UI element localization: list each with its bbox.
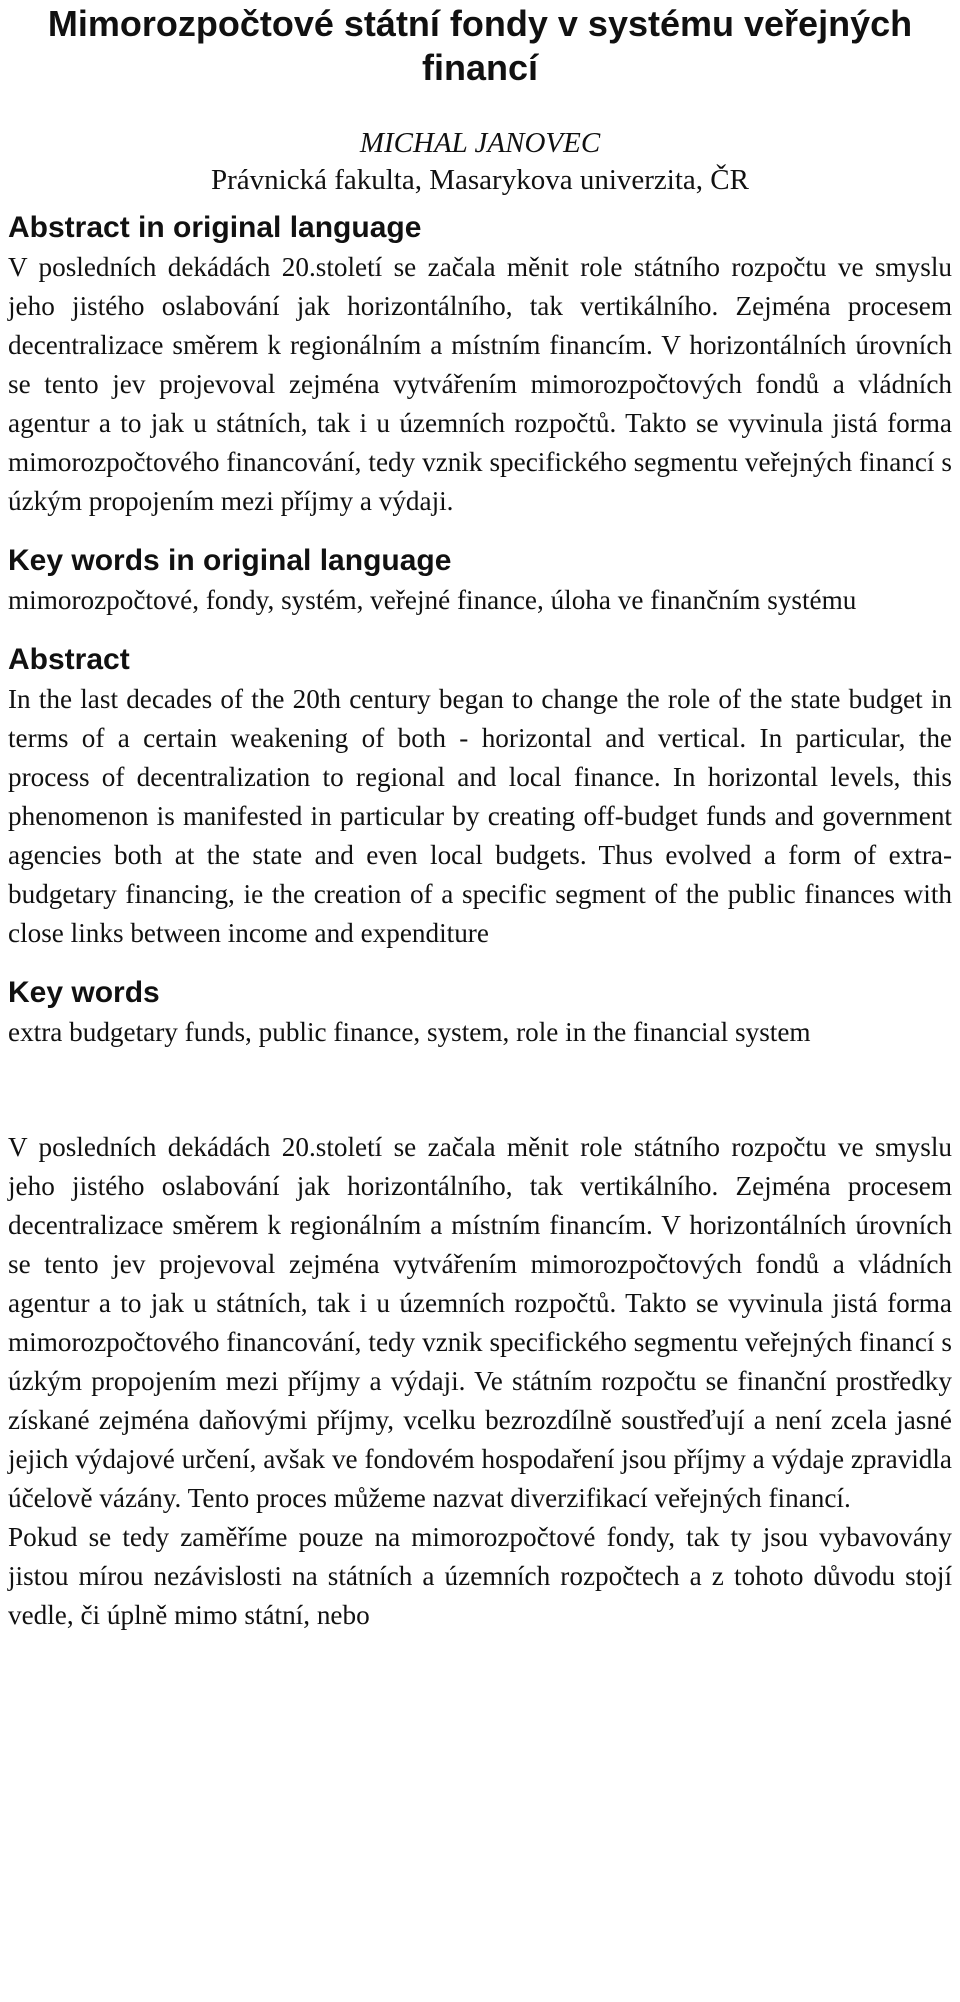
author-affiliation: Právnická fakulta, Masarykova univerzita, ČR [211, 164, 749, 196]
body-paragraph: Pokud se tedy zaměříme pouze na mimorozpočtové fondy, tak ty jsou vybavovány jistou mírou nezávislosti na státních a územních rozpočtech a z tohoto důvodu stojí vedle, či úplně mimo státní, nebo [8, 1522, 952, 1630]
keywords-english-text: extra budgetary funds, public finance, system, role in the financial system [8, 1017, 811, 1047]
paper-title: Mimorozpočtové státní fondy v systému veřejných financí [47, 3, 913, 88]
abstract-english-heading: Abstract [8, 643, 130, 676]
keywords-original-text: mimorozpočtové, fondy, systém, veřejné finance, úloha ve finančním systému [8, 585, 857, 615]
abstract-english-text: In the last decades of the 20th century began to change the role of the state budget in terms of a certain weakening of both - horizontal and vertical. In particular, the process of decentralization to regional and local finance. In horizontal levels, this phenomenon is manifested in particular by creating off-budget funds and government agencies both at the state and even local budgets. Thus evolved a form of extra-budgetary financing, ie the creation of a specific segment of the public finances with close links between income and expenditure [8, 684, 952, 948]
abstract-original-text: V posledních dekádách 20.století se začala měnit role státního rozpočtu ve smyslu jeho jistého oslabování jak horizontálního, tak vertikálního. Zejména procesem decentralizace směrem k regionálním a místním financím. V horizontálních úrovních se tento jev projevoval zejména vytvářením mimorozpočtových fondů a vládních agentur a to jak u státních, tak i u územních rozpočtů. Takto se vyvinula jistá forma mimorozpočtového financování, tedy vznik specifického segmentu veřejných financí s úzkým propojením mezi příjmy a výdaji. [8, 252, 952, 516]
section-spacer [8, 1052, 952, 1128]
author-name: MICHAL JANOVEC [359, 127, 601, 159]
abstract-original-heading: Abstract in original language [8, 211, 422, 244]
body-paragraph: V posledních dekádách 20.století se začala měnit role státního rozpočtu ve smyslu jeho jistého oslabování jak horizontálního, tak vertikálního. Zejména procesem decentralizace směrem k regionálním a místním financím. V horizontálních úrovních se tento jev projevoval zejména vytvářením mimorozpočtových fondů a vládních agentur a to jak u státních, tak i u územních rozpočtů. Takto se vyvinula jistá forma mimorozpočtového financování, tedy vznik specifického segmentu veřejných financí s úzkým propojením mezi příjmy a výdaji. Ve státním rozpočtu se finanční prostředky získané zejména daňovými příjmy, vcelku bezrozdílně soustřeďují a není zcela jasné jejich výdajové určení, avšak ve fondovém hospodaření jsou příjmy a výdaje zpravidla účelově vázány. Tento proces můžeme nazvat diverzifikací veřejných financí. [8, 1132, 952, 1513]
keywords-english-heading: Key words [8, 976, 160, 1009]
keywords-original-heading: Key words in original language [8, 544, 452, 577]
